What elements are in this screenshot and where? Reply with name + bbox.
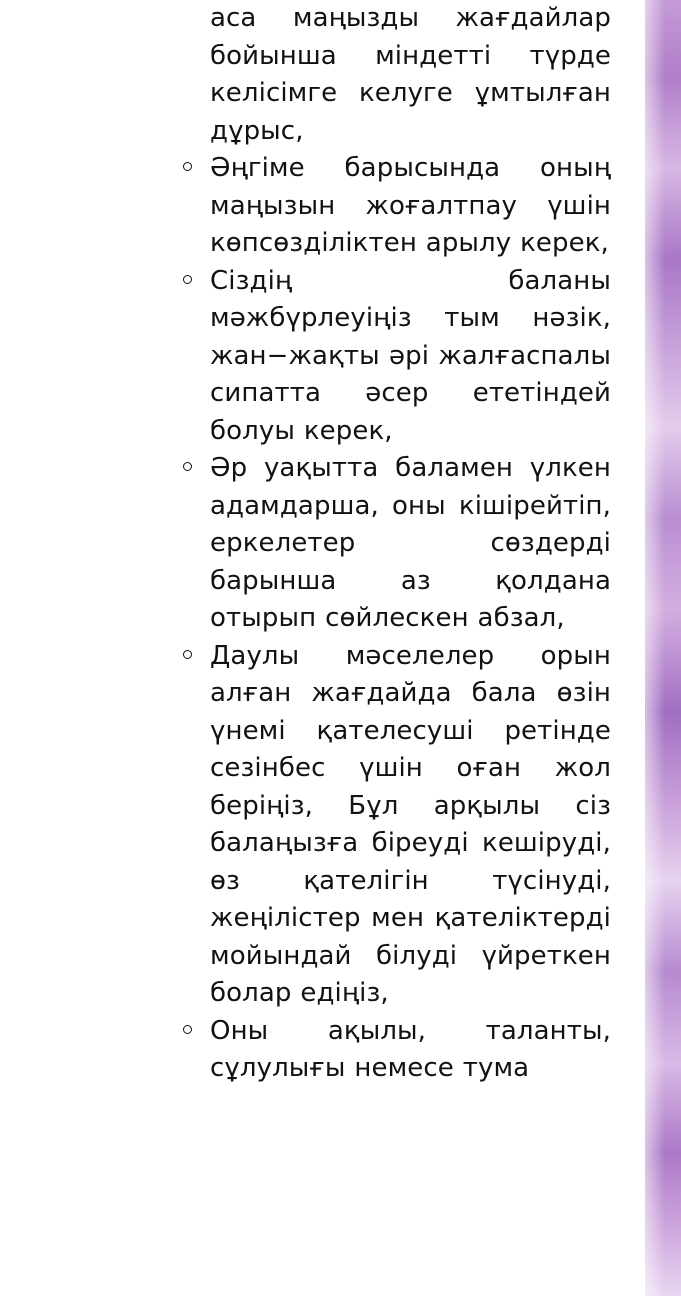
bullet-marker-icon [183,1025,192,1034]
paragraph-text: Сіздің баланы мәжбүрлеуіңіз тым нәзік, жан−жақты әрі жалғаспалы сипатта әсер ететіндей болуы керек, [210,265,611,446]
list-item [0,263,645,451]
bullet-marker-icon [183,650,192,659]
list-item [0,450,645,638]
list-item [0,1013,645,1088]
paragraph-text: Даулы мәселелер орын алған жағдайда бала өзін үнемі қателесуші ретінде сезінбес үшін оған жол беріңіз, Бұл арқылы сіз балаңызға біреуді кешіруді, өз қателігін түсінуді, жеңілістер мен қателіктерді мойындай білуді үйреткен болар едіңіз, [210,640,611,1008]
list-item [0,0,645,150]
bullet-marker-icon [183,275,192,284]
decorative-gradient-strip [645,0,681,1296]
paragraph-text: Әңгіме барысында оның маңызын жоғалтпау үшін көпсөзділіктен арылу керек, [210,153,611,258]
paragraph-text: Оны ақылы, таланты, сұлулығы немесе тума [210,1015,611,1083]
paragraph-text: Әр уақытта баламен үлкен адамдарша, оны кішірейтіп, еркелетер сөздерді барынша аз қолдана отырып сөйлескен абзал, [210,453,611,633]
gradient-glow [645,0,681,1296]
paragraph-text: аса маңызды жағдайлар бойынша міндетті түрде келісімге келуге ұмтылған дұрыс, [210,3,611,146]
list-item [0,150,645,263]
bullet-marker-icon [183,462,192,471]
bullet-marker-icon [183,162,192,171]
list-item [0,638,645,1013]
